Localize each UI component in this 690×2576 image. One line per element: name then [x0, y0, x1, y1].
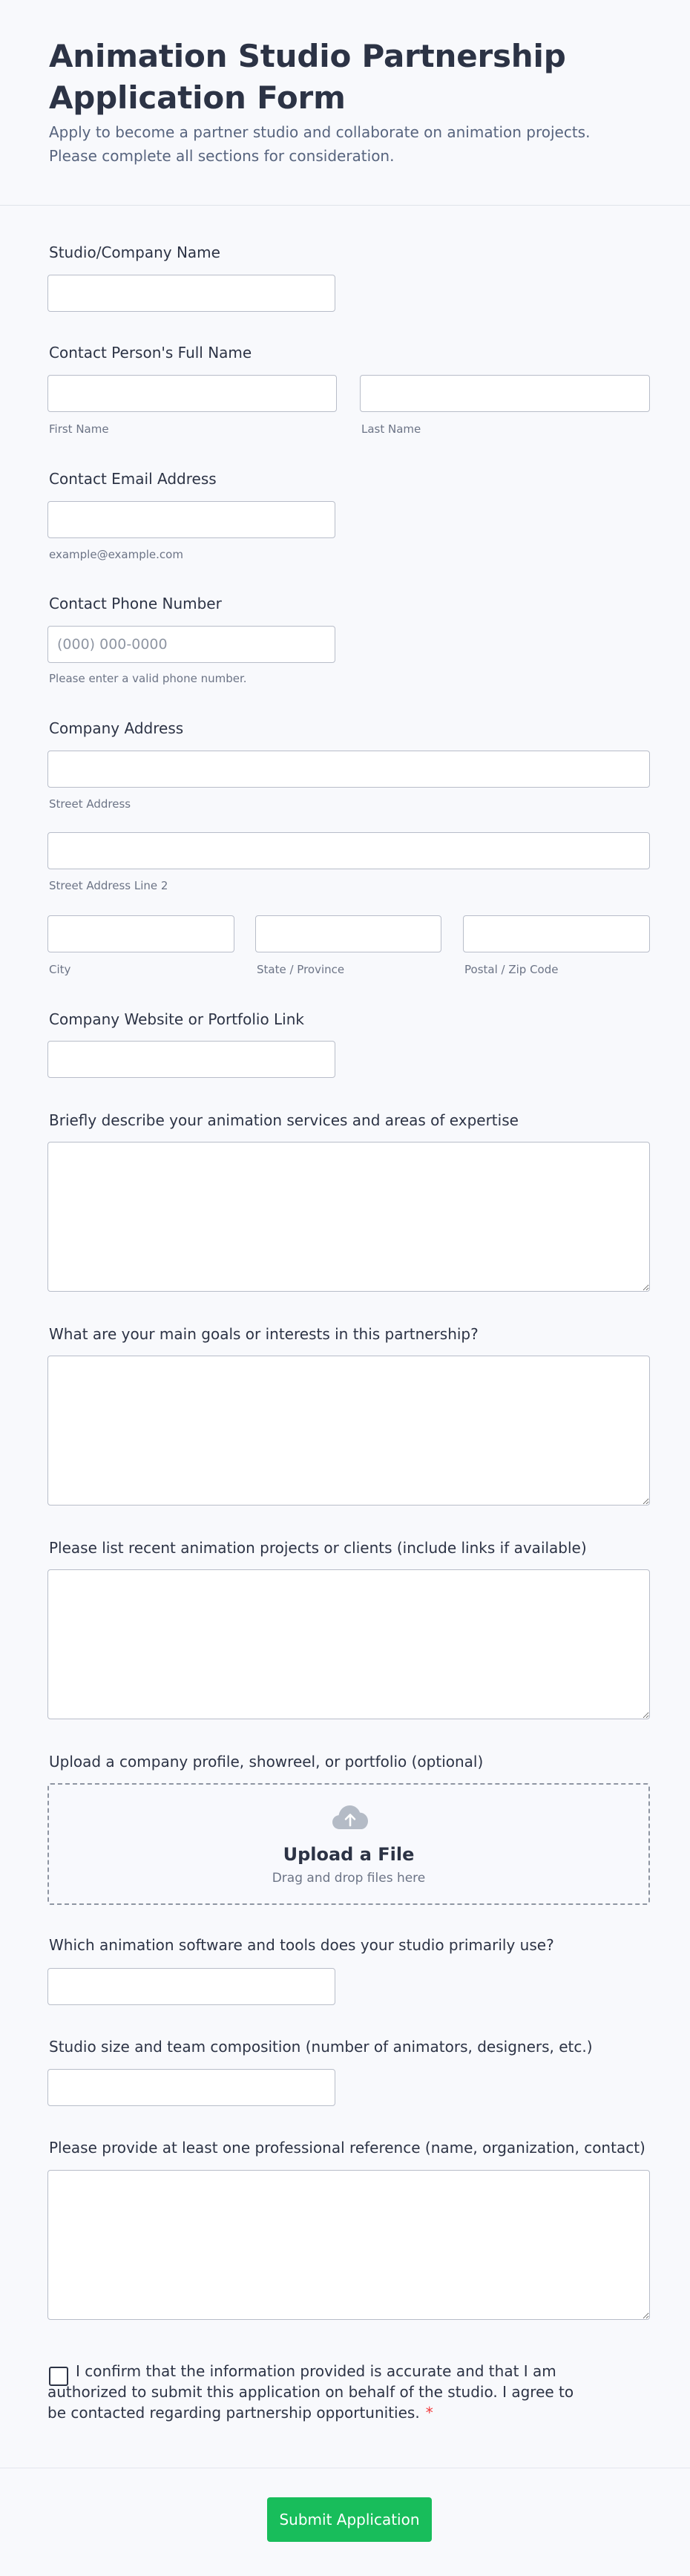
cloud-upload-icon [331, 1802, 369, 1831]
phone-sublabel: Please enter a valid phone number. [49, 672, 247, 685]
city-sublabel: City [49, 963, 71, 976]
email-label: Contact Email Address [49, 470, 217, 488]
zip-input[interactable] [463, 915, 650, 952]
required-asterisk: * [425, 2404, 433, 2422]
last-name-sublabel: Last Name [361, 422, 421, 436]
upload-title: Upload a File [283, 1844, 415, 1865]
company-name-label: Studio/Company Name [49, 243, 220, 261]
goals-textarea[interactable] [47, 1356, 650, 1506]
last-name-input[interactable] [360, 375, 650, 412]
reference-label: Please provide at least one professional reference (name, organization, contact) [49, 2139, 645, 2157]
team-size-label: Studio size and team composition (number of animators, designers, etc.) [49, 2038, 593, 2056]
website-input[interactable] [47, 1041, 335, 1078]
first-name-sublabel: First Name [49, 422, 109, 436]
software-input[interactable] [47, 1968, 335, 2005]
website-label: Company Website or Portfolio Link [49, 1010, 304, 1028]
upload-hint: Drag and drop files here [272, 1871, 426, 1886]
services-textarea[interactable] [47, 1142, 650, 1292]
services-label: Briefly describe your animation services and areas of expertise [49, 1111, 519, 1129]
goals-label: What are your main goals or interests in this partnership? [49, 1325, 479, 1343]
street-address-input[interactable] [47, 751, 650, 788]
projects-textarea[interactable] [47, 1569, 650, 1719]
street-address-2-input[interactable] [47, 832, 650, 869]
file-upload-dropzone[interactable] [47, 1783, 650, 1905]
company-name-input[interactable] [47, 275, 335, 312]
submit-button[interactable]: Submit Application [267, 2497, 432, 2542]
address-label: Company Address [49, 719, 184, 737]
city-input[interactable] [47, 915, 234, 952]
consent-text [47, 2361, 597, 2423]
phone-input[interactable] [47, 626, 335, 663]
first-name-input[interactable] [47, 375, 337, 412]
team-size-input[interactable] [47, 2069, 335, 2106]
zip-sublabel: Postal / Zip Code [464, 963, 559, 976]
consent-label: I confirm that the information provided is accurate and that I am authorized to submit this application on behalf of the studio. I agree to be contacted regarding partnership opportunities. [47, 2362, 574, 2422]
software-label: Which animation software and tools does your studio primarily use? [49, 1936, 554, 1954]
form-title: Animation Studio Partnership Application Form [49, 38, 566, 116]
state-sublabel: State / Province [257, 963, 345, 976]
form-header [0, 0, 690, 206]
reference-textarea[interactable] [47, 2170, 650, 2320]
email-input[interactable] [47, 501, 335, 538]
form-subtitle: Apply to become a partner studio and collaborate on animation projects. Please complete all sections for consideration. [49, 123, 591, 165]
contact-name-label: Contact Person's Full Name [49, 344, 252, 362]
street-address-2-sublabel: Street Address Line 2 [49, 879, 168, 892]
email-sublabel: example@example.com [49, 548, 183, 561]
projects-label: Please list recent animation projects or clients (include links if available) [49, 1539, 587, 1557]
upload-label: Upload a company profile, showreel, or portfolio (optional) [49, 1753, 484, 1771]
state-input[interactable] [255, 915, 441, 952]
phone-label: Contact Phone Number [49, 595, 222, 612]
street-address-sublabel: Street Address [49, 797, 131, 811]
